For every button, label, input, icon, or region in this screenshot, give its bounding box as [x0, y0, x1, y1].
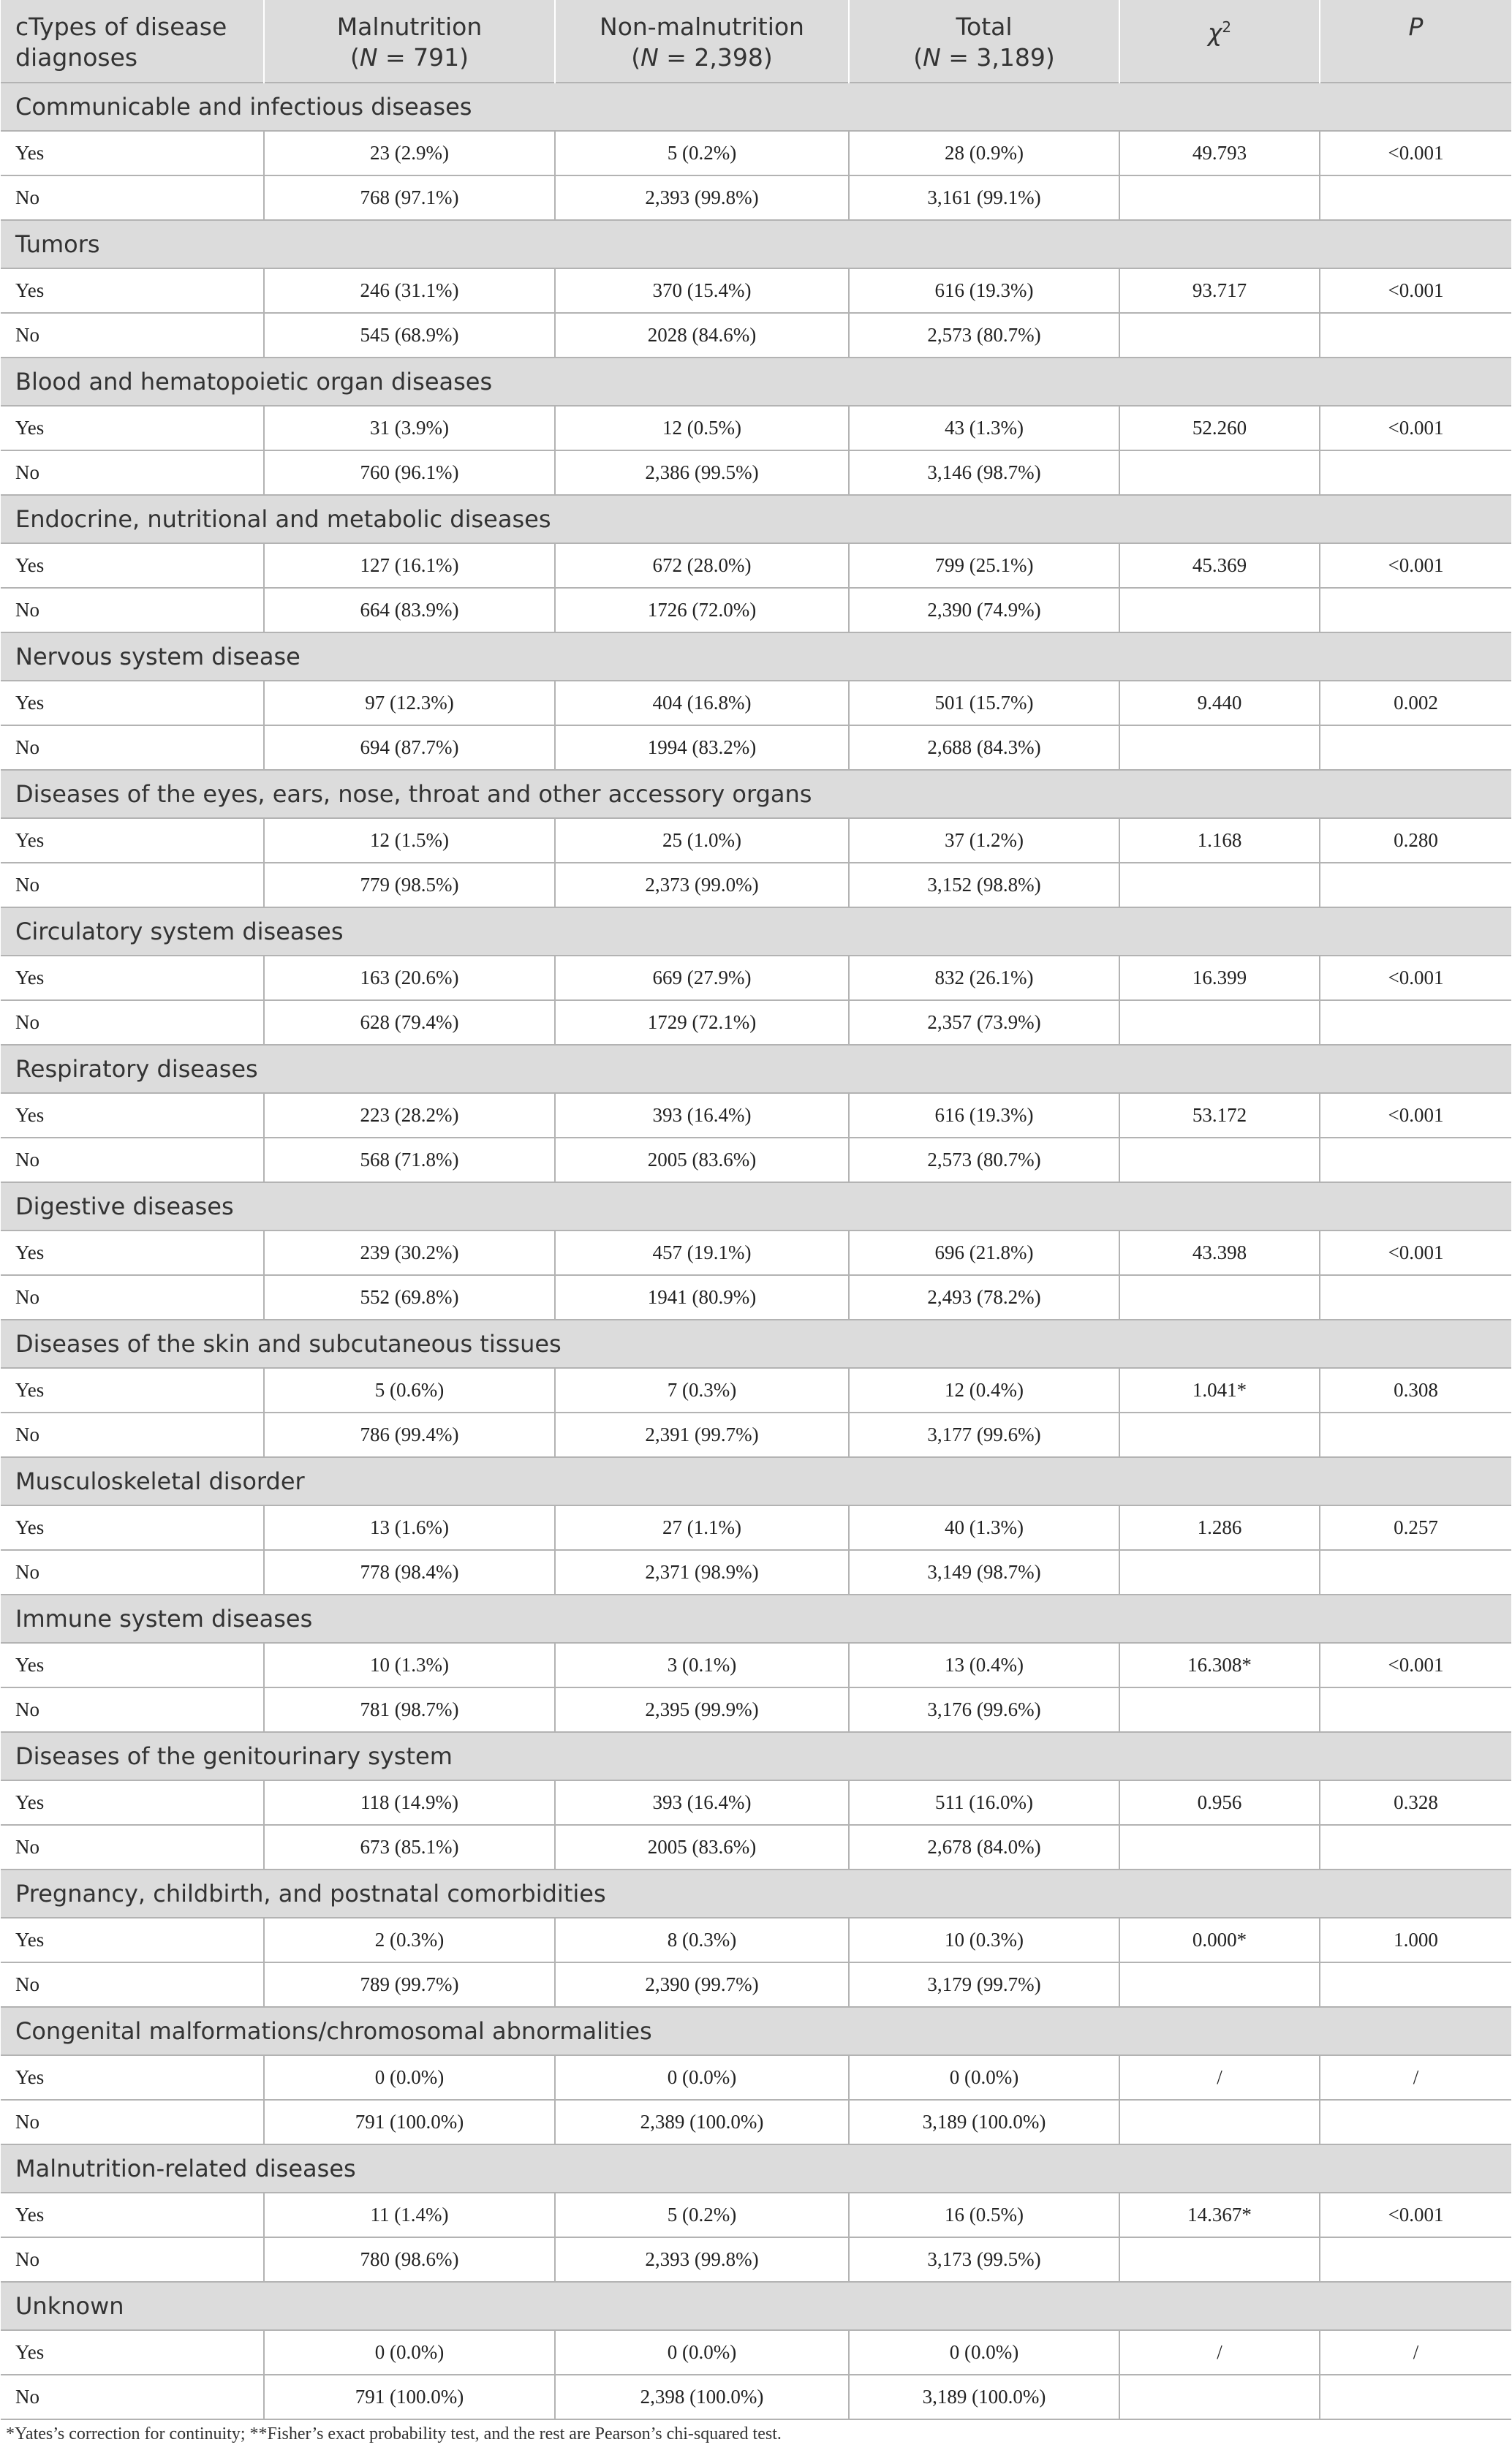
total-cell: 37 (1.2%)	[849, 818, 1119, 863]
row-label-cell: Yes	[1, 2055, 264, 2100]
total-cell: 2,573 (80.7%)	[849, 313, 1119, 358]
table-row	[1, 2237, 1511, 2282]
group-header-row	[1, 1870, 1511, 1918]
group-header-row	[1, 1732, 1511, 1780]
malnutrition-cell: 223 (28.2%)	[264, 1093, 555, 1138]
p-value-cell: 0.328	[1320, 1780, 1511, 1825]
p-value-cell	[1320, 863, 1511, 907]
p-value-cell	[1320, 1000, 1511, 1045]
total-cell: 40 (1.3%)	[849, 1505, 1119, 1550]
group-title: Musculoskeletal disorder	[1, 1457, 1511, 1505]
header-non-malnutrition-n: N	[640, 43, 659, 72]
table-row	[1, 725, 1511, 770]
header-malnutrition-label: Malnutrition	[336, 12, 483, 41]
group-title: Communicable and infectious diseases	[1, 83, 1511, 131]
malnutrition-cell: 568 (71.8%)	[264, 1138, 555, 1182]
chi-square-cell	[1119, 1138, 1320, 1182]
group-header-row	[1, 1595, 1511, 1643]
chi-square-cell: 1.286	[1119, 1505, 1320, 1550]
chi-square-cell	[1119, 1825, 1320, 1870]
chi-square-cell: 1.168	[1119, 818, 1320, 863]
table-row	[1, 588, 1511, 632]
row-label-cell: No	[1, 725, 264, 770]
table-row	[1, 1687, 1511, 1732]
malnutrition-cell: 13 (1.6%)	[264, 1505, 555, 1550]
total-cell: 3,152 (98.8%)	[849, 863, 1119, 907]
row-label-cell: Yes	[1, 1643, 264, 1687]
non-malnutrition-cell: 12 (0.5%)	[555, 406, 849, 450]
group-header-row	[1, 1320, 1511, 1368]
non-malnutrition-cell: 8 (0.3%)	[555, 1918, 849, 1962]
total-cell: 696 (21.8%)	[849, 1230, 1119, 1275]
table-row	[1, 956, 1511, 1000]
malnutrition-cell: 0 (0.0%)	[264, 2330, 555, 2375]
group-header-row	[1, 1457, 1511, 1505]
header-non-malnutrition-count: = 2,398)	[658, 43, 773, 72]
table-row	[1, 1000, 1511, 1045]
total-cell: 10 (0.3%)	[849, 1918, 1119, 1962]
non-malnutrition-cell: 2,393 (99.8%)	[555, 2237, 849, 2282]
p-value-cell	[1320, 1687, 1511, 1732]
row-label-cell: No	[1, 2100, 264, 2144]
table-row	[1, 2193, 1511, 2237]
group-title: Congenital malformations/chromosomal abnormalities	[1, 2007, 1511, 2055]
table-row	[1, 175, 1511, 220]
table-row	[1, 818, 1511, 863]
malnutrition-cell: 768 (97.1%)	[264, 175, 555, 220]
non-malnutrition-cell: 404 (16.8%)	[555, 681, 849, 725]
row-label-cell: No	[1, 1962, 264, 2007]
table-row	[1, 1413, 1511, 1457]
chi-square-cell	[1119, 725, 1320, 770]
header-total: Total (N = 3,189)	[849, 0, 1119, 83]
row-label-cell: Yes	[1, 543, 264, 588]
malnutrition-cell: 791 (100.0%)	[264, 2375, 555, 2419]
malnutrition-cell: 2 (0.3%)	[264, 1918, 555, 1962]
p-value-cell	[1320, 175, 1511, 220]
total-cell: 2,357 (73.9%)	[849, 1000, 1119, 1045]
non-malnutrition-cell: 2028 (84.6%)	[555, 313, 849, 358]
chi-square-cell	[1119, 313, 1320, 358]
p-value-cell	[1320, 2375, 1511, 2419]
malnutrition-cell: 118 (14.9%)	[264, 1780, 555, 1825]
p-value-cell	[1320, 1825, 1511, 1870]
table-row	[1, 1962, 1511, 2007]
p-value-cell: <0.001	[1320, 2193, 1511, 2237]
header-chi-superscript: 2	[1222, 18, 1232, 36]
header-chi-symbol: χ	[1207, 18, 1222, 47]
malnutrition-cell: 97 (12.3%)	[264, 681, 555, 725]
row-label-cell: No	[1, 588, 264, 632]
p-value-cell: /	[1320, 2330, 1511, 2375]
table-row	[1, 863, 1511, 907]
non-malnutrition-cell: 2,391 (99.7%)	[555, 1413, 849, 1457]
group-title: Digestive diseases	[1, 1182, 1511, 1230]
chi-square-cell: 43.398	[1119, 1230, 1320, 1275]
non-malnutrition-cell: 457 (19.1%)	[555, 1230, 849, 1275]
row-label-cell: Yes	[1, 2330, 264, 2375]
table-row	[1, 1550, 1511, 1595]
total-cell: 832 (26.1%)	[849, 956, 1119, 1000]
total-cell: 2,493 (78.2%)	[849, 1275, 1119, 1320]
non-malnutrition-cell: 2,373 (99.0%)	[555, 863, 849, 907]
table-row	[1, 1368, 1511, 1413]
non-malnutrition-cell: 25 (1.0%)	[555, 818, 849, 863]
chi-square-cell	[1119, 450, 1320, 495]
non-malnutrition-cell: 2,389 (100.0%)	[555, 2100, 849, 2144]
table-row	[1, 406, 1511, 450]
header-malnutrition-n: N	[359, 43, 378, 72]
p-value-cell	[1320, 588, 1511, 632]
chi-square-cell: 93.717	[1119, 268, 1320, 313]
chi-square-cell	[1119, 2237, 1320, 2282]
group-header-row	[1, 495, 1511, 543]
group-title: Tumors	[1, 220, 1511, 268]
table-row	[1, 2375, 1511, 2419]
malnutrition-cell: 246 (31.1%)	[264, 268, 555, 313]
row-label-cell: No	[1, 1825, 264, 1870]
malnutrition-cell: 786 (99.4%)	[264, 1413, 555, 1457]
group-header-row	[1, 907, 1511, 956]
group-title: Pregnancy, childbirth, and postnatal comorbidities	[1, 1870, 1511, 1918]
header-total-label: Total	[956, 12, 1013, 41]
malnutrition-cell: 239 (30.2%)	[264, 1230, 555, 1275]
p-value-cell: <0.001	[1320, 268, 1511, 313]
total-cell: 16 (0.5%)	[849, 2193, 1119, 2237]
group-title: Blood and hematopoietic organ diseases	[1, 358, 1511, 406]
malnutrition-cell: 31 (3.9%)	[264, 406, 555, 450]
row-label-cell: No	[1, 450, 264, 495]
table-row	[1, 268, 1511, 313]
group-header-row	[1, 358, 1511, 406]
non-malnutrition-cell: 672 (28.0%)	[555, 543, 849, 588]
p-value-cell: 1.000	[1320, 1918, 1511, 1962]
p-value-cell: <0.001	[1320, 131, 1511, 175]
non-malnutrition-cell: 393 (16.4%)	[555, 1780, 849, 1825]
row-label-cell: No	[1, 1550, 264, 1595]
table-row	[1, 1138, 1511, 1182]
row-label-cell: No	[1, 313, 264, 358]
malnutrition-cell: 10 (1.3%)	[264, 1643, 555, 1687]
chi-square-cell: 49.793	[1119, 131, 1320, 175]
malnutrition-cell: 778 (98.4%)	[264, 1550, 555, 1595]
row-label-cell: No	[1, 2237, 264, 2282]
group-title: Immune system diseases	[1, 1595, 1511, 1643]
total-cell: 2,390 (74.9%)	[849, 588, 1119, 632]
header-non-malnutrition-label: Non-malnutrition	[600, 12, 804, 41]
chi-square-cell	[1119, 1413, 1320, 1457]
header-chi-square	[1119, 0, 1320, 83]
chi-square-cell	[1119, 2375, 1320, 2419]
chi-square-cell: 0.000*	[1119, 1918, 1320, 1962]
p-value-cell	[1320, 1138, 1511, 1182]
total-cell: 799 (25.1%)	[849, 543, 1119, 588]
p-value-cell	[1320, 2100, 1511, 2144]
chi-square-cell	[1119, 1962, 1320, 2007]
total-cell: 2,688 (84.3%)	[849, 725, 1119, 770]
group-header-row	[1, 2007, 1511, 2055]
non-malnutrition-cell: 2005 (83.6%)	[555, 1138, 849, 1182]
chi-square-cell: 9.440	[1119, 681, 1320, 725]
non-malnutrition-cell: 1729 (72.1%)	[555, 1000, 849, 1045]
row-label-cell: Yes	[1, 268, 264, 313]
chi-square-cell: 52.260	[1119, 406, 1320, 450]
non-malnutrition-cell: 2,371 (98.9%)	[555, 1550, 849, 1595]
malnutrition-cell: 694 (87.7%)	[264, 725, 555, 770]
non-malnutrition-cell: 27 (1.1%)	[555, 1505, 849, 1550]
non-malnutrition-cell: 1941 (80.9%)	[555, 1275, 849, 1320]
total-cell: 616 (19.3%)	[849, 268, 1119, 313]
malnutrition-cell: 779 (98.5%)	[264, 863, 555, 907]
malnutrition-cell: 12 (1.5%)	[264, 818, 555, 863]
table-row	[1, 1093, 1511, 1138]
chi-square-cell	[1119, 1687, 1320, 1732]
row-label-cell: Yes	[1, 131, 264, 175]
header-total-count: = 3,189)	[940, 43, 1055, 72]
group-title: Respiratory diseases	[1, 1045, 1511, 1093]
malnutrition-cell: 545 (68.9%)	[264, 313, 555, 358]
chi-square-cell: /	[1119, 2330, 1320, 2375]
malnutrition-cell: 789 (99.7%)	[264, 1962, 555, 2007]
header-total-n: N	[923, 43, 941, 72]
row-label-cell: Yes	[1, 1780, 264, 1825]
row-label-cell: Yes	[1, 1093, 264, 1138]
table-row	[1, 681, 1511, 725]
group-header-row	[1, 1182, 1511, 1230]
table-row	[1, 1505, 1511, 1550]
total-cell: 616 (19.3%)	[849, 1093, 1119, 1138]
row-label-cell: Yes	[1, 1230, 264, 1275]
group-header-row	[1, 2282, 1511, 2330]
total-cell: 2,678 (84.0%)	[849, 1825, 1119, 1870]
group-header-row	[1, 632, 1511, 681]
chi-square-cell: 45.369	[1119, 543, 1320, 588]
table-row	[1, 543, 1511, 588]
header-row	[1, 0, 1511, 83]
header-non-malnutrition: Non-malnutrition (N = 2,398)	[555, 0, 849, 83]
p-value-cell: <0.001	[1320, 956, 1511, 1000]
chi-square-cell	[1119, 1000, 1320, 1045]
chi-square-cell	[1119, 588, 1320, 632]
table-row	[1, 1918, 1511, 1962]
non-malnutrition-cell: 2,390 (99.7%)	[555, 1962, 849, 2007]
malnutrition-cell: 760 (96.1%)	[264, 450, 555, 495]
total-cell: 3,179 (99.7%)	[849, 1962, 1119, 2007]
non-malnutrition-cell: 393 (16.4%)	[555, 1093, 849, 1138]
p-value-cell	[1320, 1413, 1511, 1457]
chi-square-cell	[1119, 175, 1320, 220]
total-cell: 28 (0.9%)	[849, 131, 1119, 175]
row-label-cell: Yes	[1, 818, 264, 863]
chi-square-cell	[1119, 1275, 1320, 1320]
p-value-cell	[1320, 1962, 1511, 2007]
total-cell: 43 (1.3%)	[849, 406, 1119, 450]
malnutrition-cell: 791 (100.0%)	[264, 2100, 555, 2144]
chi-square-cell	[1119, 863, 1320, 907]
malnutrition-cell: 127 (16.1%)	[264, 543, 555, 588]
malnutrition-cell: 5 (0.6%)	[264, 1368, 555, 1413]
total-cell: 12 (0.4%)	[849, 1368, 1119, 1413]
row-label-cell: No	[1, 1000, 264, 1045]
group-title: Diseases of the genitourinary system	[1, 1732, 1511, 1780]
non-malnutrition-cell: 5 (0.2%)	[555, 2193, 849, 2237]
chi-square-cell: 0.956	[1119, 1780, 1320, 1825]
non-malnutrition-cell: 2,395 (99.9%)	[555, 1687, 849, 1732]
p-value-cell	[1320, 725, 1511, 770]
table-footnote: *Yates’s correction for continuity; **Fisher’s exact probability test, and the rest are Pearson’s chi-squared test.	[6, 2424, 782, 2443]
total-cell: 0 (0.0%)	[849, 2330, 1119, 2375]
p-value-cell: <0.001	[1320, 406, 1511, 450]
non-malnutrition-cell: 3 (0.1%)	[555, 1643, 849, 1687]
row-label-cell: No	[1, 1275, 264, 1320]
non-malnutrition-cell: 2,393 (99.8%)	[555, 175, 849, 220]
row-label-cell: No	[1, 1138, 264, 1182]
chi-square-cell: 14.367*	[1119, 2193, 1320, 2237]
p-value-cell	[1320, 1275, 1511, 1320]
group-title: Diseases of the eyes, ears, nose, throat and other accessory organs	[1, 770, 1511, 818]
total-cell: 511 (16.0%)	[849, 1780, 1119, 1825]
header-malnutrition-count: = 791)	[377, 43, 469, 72]
p-value-cell: <0.001	[1320, 543, 1511, 588]
total-cell: 3,173 (99.5%)	[849, 2237, 1119, 2282]
non-malnutrition-cell: 1726 (72.0%)	[555, 588, 849, 632]
total-cell: 3,177 (99.6%)	[849, 1413, 1119, 1457]
chi-square-cell: 53.172	[1119, 1093, 1320, 1138]
malnutrition-cell: 664 (83.9%)	[264, 588, 555, 632]
chi-square-cell: 1.041*	[1119, 1368, 1320, 1413]
p-value-cell: 0.280	[1320, 818, 1511, 863]
p-value-cell: <0.001	[1320, 1643, 1511, 1687]
table-row	[1, 1275, 1511, 1320]
chi-square-cell: 16.308*	[1119, 1643, 1320, 1687]
table-row	[1, 1825, 1511, 1870]
malnutrition-cell: 23 (2.9%)	[264, 131, 555, 175]
group-title: Circulatory system diseases	[1, 907, 1511, 956]
table-row	[1, 131, 1511, 175]
p-value-cell: <0.001	[1320, 1093, 1511, 1138]
row-label-cell: No	[1, 863, 264, 907]
disease-diagnoses-table	[1, 0, 1511, 2420]
total-cell: 0 (0.0%)	[849, 2055, 1119, 2100]
group-header-row	[1, 220, 1511, 268]
table-body	[1, 83, 1511, 2419]
table-row	[1, 1780, 1511, 1825]
table-row	[1, 313, 1511, 358]
malnutrition-cell: 552 (69.8%)	[264, 1275, 555, 1320]
malnutrition-cell: 781 (98.7%)	[264, 1687, 555, 1732]
group-title: Unknown	[1, 2282, 1511, 2330]
header-malnutrition: Malnutrition (N = 791)	[264, 0, 555, 83]
p-value-cell	[1320, 2237, 1511, 2282]
table-row	[1, 450, 1511, 495]
row-label-cell: Yes	[1, 406, 264, 450]
p-value-cell: <0.001	[1320, 1230, 1511, 1275]
table-row	[1, 2055, 1511, 2100]
total-cell: 3,161 (99.1%)	[849, 175, 1119, 220]
row-label-cell: Yes	[1, 956, 264, 1000]
total-cell: 501 (15.7%)	[849, 681, 1119, 725]
table-row	[1, 2330, 1511, 2375]
total-cell: 13 (0.4%)	[849, 1643, 1119, 1687]
total-cell: 2,573 (80.7%)	[849, 1138, 1119, 1182]
chi-square-cell	[1119, 1550, 1320, 1595]
p-value-cell	[1320, 1550, 1511, 1595]
non-malnutrition-cell: 2,386 (99.5%)	[555, 450, 849, 495]
total-cell: 3,149 (98.7%)	[849, 1550, 1119, 1595]
total-cell: 3,146 (98.7%)	[849, 450, 1119, 495]
group-title: Malnutrition-related diseases	[1, 2144, 1511, 2193]
non-malnutrition-cell: 5 (0.2%)	[555, 131, 849, 175]
row-label-cell: No	[1, 2375, 264, 2419]
row-label-cell: No	[1, 1687, 264, 1732]
non-malnutrition-cell: 370 (15.4%)	[555, 268, 849, 313]
row-label-cell: Yes	[1, 681, 264, 725]
group-header-row	[1, 770, 1511, 818]
group-title: Nervous system disease	[1, 632, 1511, 681]
non-malnutrition-cell: 2005 (83.6%)	[555, 1825, 849, 1870]
row-label-cell: No	[1, 175, 264, 220]
header-p-value	[1320, 0, 1511, 83]
chi-square-cell: 16.399	[1119, 956, 1320, 1000]
p-value-cell: 0.257	[1320, 1505, 1511, 1550]
table-row	[1, 1230, 1511, 1275]
non-malnutrition-cell: 0 (0.0%)	[555, 2330, 849, 2375]
non-malnutrition-cell: 2,398 (100.0%)	[555, 2375, 849, 2419]
total-cell: 3,189 (100.0%)	[849, 2100, 1119, 2144]
chi-square-cell: /	[1119, 2055, 1320, 2100]
malnutrition-cell: 163 (20.6%)	[264, 956, 555, 1000]
malnutrition-cell: 673 (85.1%)	[264, 1825, 555, 1870]
table-row	[1, 2100, 1511, 2144]
row-label-cell: Yes	[1, 2193, 264, 2237]
non-malnutrition-cell: 7 (0.3%)	[555, 1368, 849, 1413]
table-row	[1, 1643, 1511, 1687]
non-malnutrition-cell: 669 (27.9%)	[555, 956, 849, 1000]
p-value-cell: 0.002	[1320, 681, 1511, 725]
non-malnutrition-cell: 0 (0.0%)	[555, 2055, 849, 2100]
group-header-row	[1, 2144, 1511, 2193]
p-value-cell	[1320, 450, 1511, 495]
malnutrition-cell: 11 (1.4%)	[264, 2193, 555, 2237]
group-title: Diseases of the skin and subcutaneous tissues	[1, 1320, 1511, 1368]
row-label-cell: No	[1, 1413, 264, 1457]
malnutrition-cell: 780 (98.6%)	[264, 2237, 555, 2282]
total-cell: 3,189 (100.0%)	[849, 2375, 1119, 2419]
group-title: Endocrine, nutritional and metabolic diseases	[1, 495, 1511, 543]
total-cell: 3,176 (99.6%)	[849, 1687, 1119, 1732]
header-p-label: P	[1408, 12, 1424, 41]
non-malnutrition-cell: 1994 (83.2%)	[555, 725, 849, 770]
p-value-cell: /	[1320, 2055, 1511, 2100]
chi-square-cell	[1119, 2100, 1320, 2144]
group-header-row	[1, 83, 1511, 131]
malnutrition-cell: 628 (79.4%)	[264, 1000, 555, 1045]
p-value-cell	[1320, 313, 1511, 358]
row-label-cell: Yes	[1, 1505, 264, 1550]
p-value-cell: 0.308	[1320, 1368, 1511, 1413]
group-header-row	[1, 1045, 1511, 1093]
malnutrition-cell: 0 (0.0%)	[264, 2055, 555, 2100]
row-label-cell: Yes	[1, 1918, 264, 1962]
row-label-cell: Yes	[1, 1368, 264, 1413]
header-disease-type: cTypes of disease diagnoses	[1, 0, 264, 83]
